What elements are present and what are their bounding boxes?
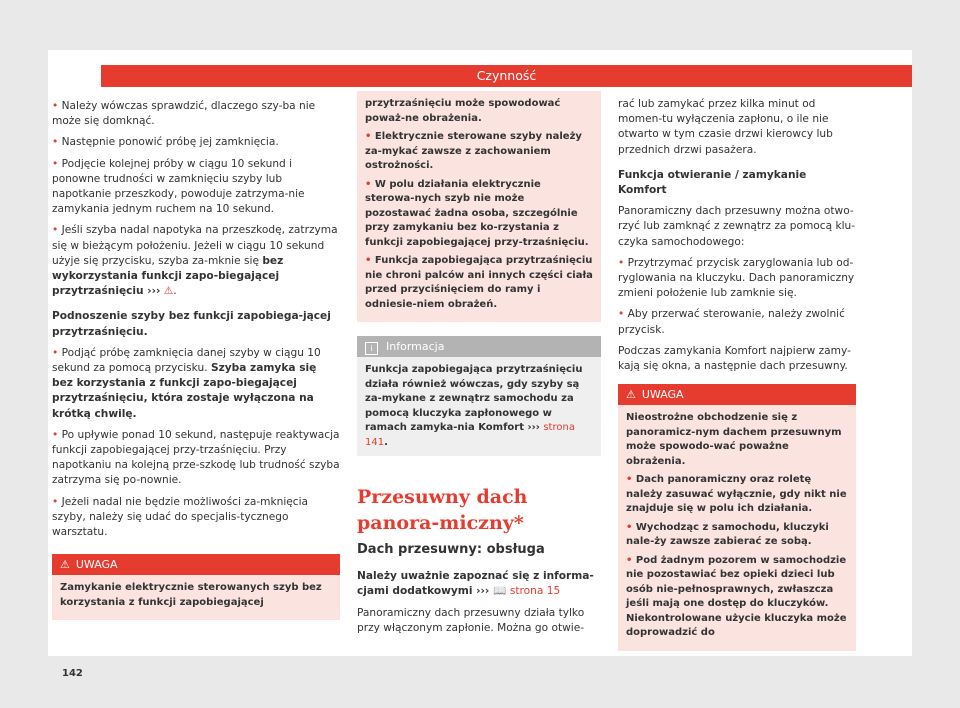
info-icon: i (365, 342, 378, 355)
reference-note: Należy uważnie zapoznać się z informa-cjami dodatkowymi ››› 📖 strona 15 (357, 570, 594, 598)
paragraph: rać lub zamykać przez kilka minut od momen-tu wyłączenia zapłonu, o ile nie otwarto w tym czasie drzwi kierowcy lub przednich drzwi pasażera. (618, 98, 833, 156)
column-right (618, 97, 856, 651)
bullet-icon: • (52, 346, 59, 359)
subheading: Funkcja otwieranie / zamykanie Komfort (618, 168, 807, 197)
column-middle (357, 91, 601, 642)
warning-box (52, 554, 340, 620)
info-box (357, 336, 601, 456)
warning-bullet: • W polu działania elektrycznie sterowa-nych szyb nie może pozostawać żadna osoba, szczególnie przy zamykaniu bez ko-rzystania z funkcji zapobiegającej przy-trzaśnięciu. (365, 178, 589, 248)
book-icon: 📖 (492, 585, 507, 598)
warning-bullet: • Pod żadnym pozorem w samochodzie nie pozostawiać bez opieki dzieci lub osób nie-pełnosprawnych, zwłaszcza jeśli mają one dostęp do kluczyków. Niekontrolowane użycie kluczyka może doprowadzić do (626, 554, 847, 639)
bullet-icon: • (52, 224, 59, 237)
bullet-icon: • (52, 100, 59, 112)
bullet-item: • Jeżeli nadal nie będzie możliwości za-mknięcia szyby, należy się udać do specjalis-tycznego warsztatu. (52, 495, 309, 539)
warning-bullet: • Wychodząc z samochodu, kluczyki nale-ży zawsze zabierać ze sobą. (626, 521, 829, 548)
page-number: 142 (62, 668, 83, 679)
bullet-icon: • (626, 554, 633, 566)
bullet-icon: • (626, 474, 633, 486)
bullet-icon: • (365, 255, 372, 266)
warning-bullet: • Dach panoramiczny oraz roletę należy zasuwać wyłącznie, gdy nikt nie znajduje się w polu ich działania. (626, 474, 847, 515)
bullet-icon: • (52, 157, 59, 170)
warning-triangle-icon: ⚠ (60, 558, 70, 572)
bullet-item: • Następnie ponowić próbę jej zamknięcia. (52, 136, 279, 149)
section-title: Przesuwny dach panora-miczny* (357, 486, 528, 534)
info-body: Funkcja zapobiegająca przytrzaśnięciu działa również wówczas, gdy szyby są za-mykane z zewnątrz samochodu za pomocą kluczyka zapłonowego w ramach zamyka-nia Komfort ››› strona 141. (365, 364, 583, 448)
bullet-icon: • (365, 131, 372, 142)
section-header: Czynność (101, 65, 912, 87)
warning-bullet: • Elektrycznie sterowane szyby należy za-mykać zawsze z zachowaniem ostrożności. (365, 131, 582, 171)
bullet-item: • Podjęcie kolejnej próby w ciągu 10 sekund i ponowne trudności w zamknięciu szyby lub napotkanie przeszkody, powoduje zatrzyma-nie zamykania jednym ruchem na 10 sekund. (52, 157, 305, 216)
warning-body: Zamykanie elektrycznie sterowanych szyb bez korzystania z funkcji zapobiegającej (60, 582, 322, 608)
paragraph: Panoramiczny dach przesuwny można otwo-rzyć lub zamknąć z zewnątrz za pomocą klu-czyka samochodowego: (618, 205, 856, 248)
column-left (52, 99, 340, 620)
warning-box-continued (357, 91, 601, 322)
warning-body: Nieostrożne obchodzenie się z panoramicz-nym dachem przesuwnym może spowodo-wać poważne obrażenia. • Dach panoramiczny oraz roletę należy zasuwać wyłącznie, gdy nikt nie znajduje się w polu ich działania. • Wychodząc z samochodu, kluczyki nale-ży zawsze zabierać ze sobą. • Pod żadnym pozorem w samochodzie nie pozostawiać bez opieki dzieci lub osób nie-pełnosprawnych, zwłaszcza jeśli mają one dostęp do kluczyków. Niekontrolowane użycie kluczyka może doprowadzić do (618, 405, 856, 651)
warning-body: przytrzaśnięciu może spowodować poważ-ne obrażenia. • Elektrycznie sterowane szyby należy za-mykać zawsze z zachowaniem ostrożności. • W polu działania elektrycznie sterowa-nych szyb nie może pozostawać żadna osoba, szczególnie przy zamykaniu bez ko-rzystania z funkcji zapobiegającej przy-trzaśnięciu. • Funkcja zapobiegająca przytrzaśnięciu nie chroni palców ani innych części ciała przed przyciśnięciem do ramy i odniesie-niem obrażeń. (357, 91, 601, 322)
section-subtitle: Dach przesuwny: obsługa (357, 542, 545, 557)
bullet-icon: • (618, 308, 625, 321)
bullet-icon: • (618, 256, 625, 269)
page-link[interactable]: strona 15 (509, 585, 561, 598)
bullet-item: • Po upływie ponad 10 sekund, następuje reaktywacja funkcji zapobiegającej przy-trzaśnięciu. Przy napotkaniu na kolejną prze-szkodę lub trudność szyba zatrzyma się po-nownie. (52, 428, 340, 487)
warning-header: ⚠ UWAGA (52, 554, 340, 575)
bullet-icon: • (52, 495, 59, 508)
info-header: i Informacja (357, 336, 601, 357)
warning-header: ⚠ UWAGA (618, 384, 856, 405)
bullet-item: • Przytrzymać przycisk zaryglowania lub od-ryglowania na kluczyku. Dach panoramiczny zmieni położenie lub zamknie się. (618, 256, 855, 300)
bullet-icon: • (365, 178, 372, 190)
warning-box (618, 384, 856, 651)
subheading: Podnoszenie szyby bez funkcji zapobiega-jącej przytrzaśnięciu. (52, 310, 331, 338)
bullet-icon: • (52, 428, 59, 441)
bullet-item: • Jeśli szyba nadal napotyka na przeszkodę, zatrzyma się w bieżącym położeniu. Jeżeli w ciągu 10 sekund użyje się przycisku, szyba za-mknie się bez wykorzystania funkcji zapo-biegającej przytrzaśnięciu ››› ⚠. (52, 224, 338, 298)
paragraph: Podczas zamykania Komfort najpierw zamy-kają się okna, a następnie dach przesuwny. (618, 344, 851, 373)
warning-bullet: • Funkcja zapobiegająca przytrzaśnięciu nie chroni palców ani innych części ciała przed przyciśnięciem do ramy i odniesie-niem obrażeń. (365, 255, 593, 310)
bullet-item: • Należy wówczas sprawdzić, dlaczego szy-ba nie może się domknąć. (52, 100, 316, 128)
page-link[interactable]: strona 141 (365, 422, 575, 448)
bullet-icon: • (626, 521, 633, 533)
bullet-icon: • (52, 136, 59, 149)
paragraph: Panoramiczny dach przesuwny działa tylko przy włączonym zapłonie. Można go otwie- (357, 606, 585, 634)
bullet-item: • Aby przerwać sterowanie, należy zwolnić przycisk. (618, 308, 845, 336)
warning-triangle-icon[interactable]: ⚠ (163, 285, 174, 298)
manual-page (48, 50, 912, 679)
warning-triangle-icon: ⚠ (626, 388, 636, 402)
bullet-item: • Podjąć próbę zamknięcia danej szyby w ciągu 10 sekund za pomocą przycisku. Szyba zamyka się bez korzystania z funkcji zapo-biegającej przytrzaśnięciu, która zostaje wyłączona na krótką chwilę. (52, 346, 321, 420)
